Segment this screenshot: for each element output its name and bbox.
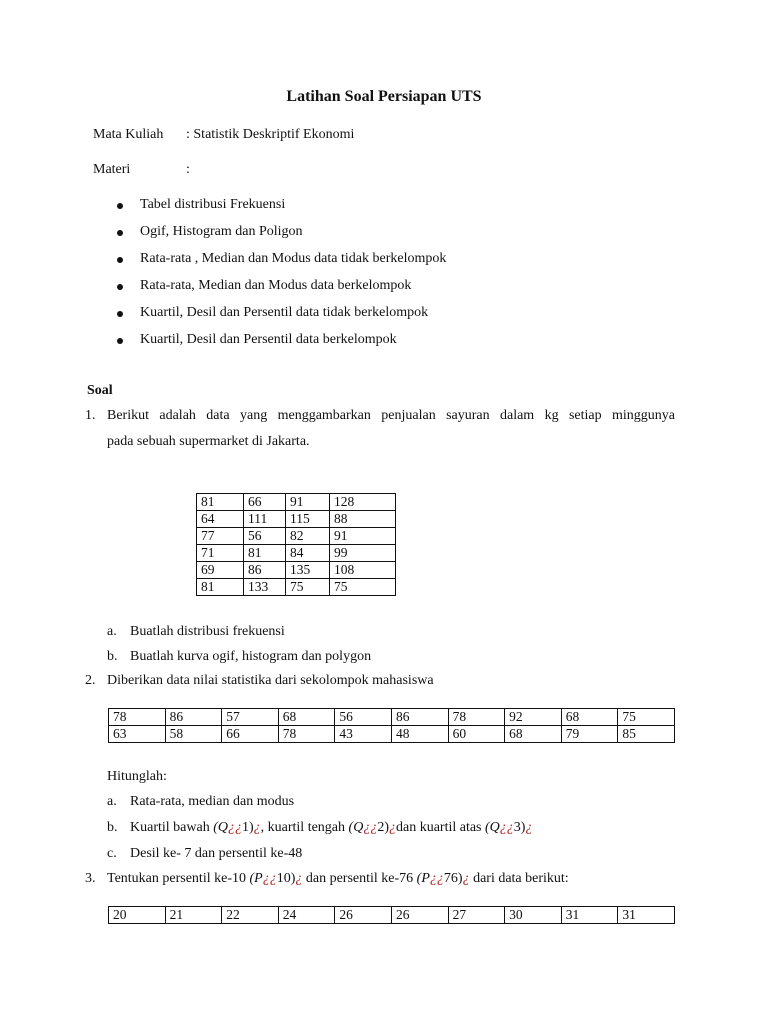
table-row	[197, 579, 396, 596]
table-cell: 99	[330, 545, 396, 562]
formula-glyph: ¿¿	[429, 871, 444, 886]
table-cell: 63	[109, 726, 166, 743]
table-cell: 78	[448, 709, 505, 726]
table-cell: 66	[244, 494, 286, 511]
q3-data-table	[108, 906, 675, 924]
table-cell: 133	[244, 579, 286, 596]
table-cell: 21	[165, 907, 222, 924]
table-cell: 69	[197, 562, 244, 579]
percentile-formula: (P	[249, 871, 263, 886]
table-cell: 64	[197, 511, 244, 528]
bullet-icon	[117, 284, 123, 290]
table-cell: 68	[561, 709, 618, 726]
q1-sub-a: Buatlah distribusi frekuensi	[130, 624, 285, 639]
topic-text: Rata-rata, Median dan Modus data berkelompok	[140, 278, 412, 293]
table-cell: 135	[286, 562, 330, 579]
table-cell: 48	[391, 726, 448, 743]
formula-glyph: ¿	[525, 820, 533, 835]
table-cell: 85	[618, 726, 675, 743]
table-cell: 115	[286, 511, 330, 528]
q2-sub-a: Rata-rata, median dan modus	[130, 794, 295, 809]
table-cell: 68	[278, 709, 335, 726]
table-cell: 81	[197, 579, 244, 596]
q2-hitunglah: Hitunglah:	[107, 769, 167, 784]
table-cell: 31	[561, 907, 618, 924]
q2-data-table	[108, 708, 675, 743]
table-cell: 71	[197, 545, 244, 562]
course-value: : Statistik Deskriptif Ekonomi	[186, 127, 355, 142]
q2-sub-b-text: dan kuartil atas	[395, 820, 486, 835]
topic-text: Kuartil, Desil dan Persentil data tidak berkelompok	[140, 305, 429, 320]
q2-sub-a-marker: a.	[107, 794, 117, 809]
material-colon: :	[186, 162, 190, 177]
table-row	[197, 562, 396, 579]
q3-number: 3.	[85, 871, 96, 886]
table-row	[109, 709, 675, 726]
formula-glyph: ¿¿	[363, 820, 378, 835]
percentile-formula: 76)	[443, 871, 463, 886]
formula-glyph: ¿	[388, 820, 396, 835]
formula-glyph: ¿	[253, 820, 261, 835]
table-cell: 66	[222, 726, 279, 743]
table-cell: 27	[448, 907, 505, 924]
table-row	[197, 528, 396, 545]
table-cell: 84	[286, 545, 330, 562]
soal-heading: Soal	[87, 383, 113, 398]
q2-text: Diberikan data nilai statistika dari sekolompok mahasiswa	[107, 673, 434, 688]
table-cell: 82	[286, 528, 330, 545]
table-cell: 68	[505, 726, 562, 743]
formula-glyph: ¿¿	[227, 820, 242, 835]
table-cell: 24	[278, 907, 335, 924]
q2-sub-c: Desil ke- 7 dan persentil ke-48	[130, 846, 303, 861]
table-cell: 77	[197, 528, 244, 545]
formula-glyph: ¿	[295, 871, 303, 886]
table-cell: 57	[222, 709, 279, 726]
q2-sub-b	[130, 820, 532, 836]
table-cell: 78	[109, 709, 166, 726]
table-cell: 43	[335, 726, 392, 743]
quartile-formula: (Q	[213, 820, 228, 835]
table-row	[197, 545, 396, 562]
q1-sub-a-marker: a.	[107, 624, 117, 639]
table-cell: 20	[109, 907, 166, 924]
table-cell: 56	[335, 709, 392, 726]
page-title: Latihan Soal Persiapan UTS	[286, 88, 482, 105]
quartile-formula: (Q	[348, 820, 364, 835]
bullet-icon	[117, 257, 123, 263]
table-cell: 88	[330, 511, 396, 528]
table-row	[109, 907, 675, 924]
table-cell: 30	[505, 907, 562, 924]
course-label: Mata Kuliah	[93, 127, 164, 142]
table-cell: 91	[330, 528, 396, 545]
table-cell: 58	[165, 726, 222, 743]
table-cell: 75	[618, 709, 675, 726]
topic-text: Ogif, Histogram dan Poligon	[140, 224, 303, 239]
q1-number: 1.	[85, 408, 96, 423]
q3-text	[107, 871, 569, 887]
q3-text-part: Tentukan persentil ke-10	[107, 871, 250, 886]
formula-glyph: ¿¿	[499, 820, 514, 835]
table-cell: 91	[286, 494, 330, 511]
q2-sub-b-text: Kuartil bawah	[130, 820, 214, 835]
table-cell: 86	[244, 562, 286, 579]
topic-text: Tabel distribusi Frekuensi	[140, 197, 286, 212]
table-cell: 26	[391, 907, 448, 924]
table-cell: 60	[448, 726, 505, 743]
quartile-formula: 2)	[377, 820, 389, 835]
table-cell: 111	[244, 511, 286, 528]
q1-text-line1: Berikut adalah data yang menggambarkan penjualan sayuran dalam kg setiap minggunya	[107, 408, 675, 423]
topic-text: Kuartil, Desil dan Persentil data berkelompok	[140, 332, 397, 347]
quartile-formula: (Q	[485, 820, 500, 835]
table-cell: 81	[244, 545, 286, 562]
table-cell: 22	[222, 907, 279, 924]
bullet-icon	[117, 338, 123, 344]
table-cell: 92	[505, 709, 562, 726]
topic-text: Rata-rata , Median dan Modus data tidak berkelompok	[140, 251, 447, 266]
q3-text-part: dan persentil ke-76	[302, 871, 417, 886]
q1-data-table	[196, 493, 396, 596]
table-cell: 75	[330, 579, 396, 596]
table-row	[197, 511, 396, 528]
quartile-formula: 3)	[513, 820, 526, 835]
table-row	[109, 726, 675, 743]
q2-sub-c-marker: c.	[107, 846, 117, 861]
table-cell: 56	[244, 528, 286, 545]
table-cell: 86	[165, 709, 222, 726]
q1-text-line2: pada sebuah supermarket di Jakarta.	[107, 434, 310, 449]
q1-sub-b: Buatlah kurva ogif, histogram dan polygon	[130, 649, 372, 664]
q3-text-part: dari data berikut:	[469, 871, 569, 886]
material-label: Materi	[93, 162, 131, 177]
table-cell: 79	[561, 726, 618, 743]
q2-number: 2.	[85, 673, 96, 688]
q1-sub-b-marker: b.	[107, 649, 118, 664]
table-cell: 81	[197, 494, 244, 511]
table-row	[197, 494, 396, 511]
table-cell: 108	[330, 562, 396, 579]
table-cell: 31	[618, 907, 675, 924]
table-cell: 128	[330, 494, 396, 511]
bullet-icon	[117, 203, 123, 209]
table-cell: 75	[286, 579, 330, 596]
table-cell: 86	[391, 709, 448, 726]
q2-sub-b-text: , kuartil tengah	[260, 820, 349, 835]
table-cell: 78	[278, 726, 335, 743]
quartile-formula: 1)	[241, 820, 254, 835]
percentile-formula: (P	[416, 871, 430, 886]
formula-glyph: ¿¿	[262, 871, 277, 886]
percentile-formula: 10)	[276, 871, 296, 886]
table-cell: 26	[335, 907, 392, 924]
q2-sub-b-marker: b.	[107, 820, 118, 835]
bullet-icon	[117, 230, 123, 236]
formula-glyph: ¿	[462, 871, 470, 886]
bullet-icon	[117, 311, 123, 317]
